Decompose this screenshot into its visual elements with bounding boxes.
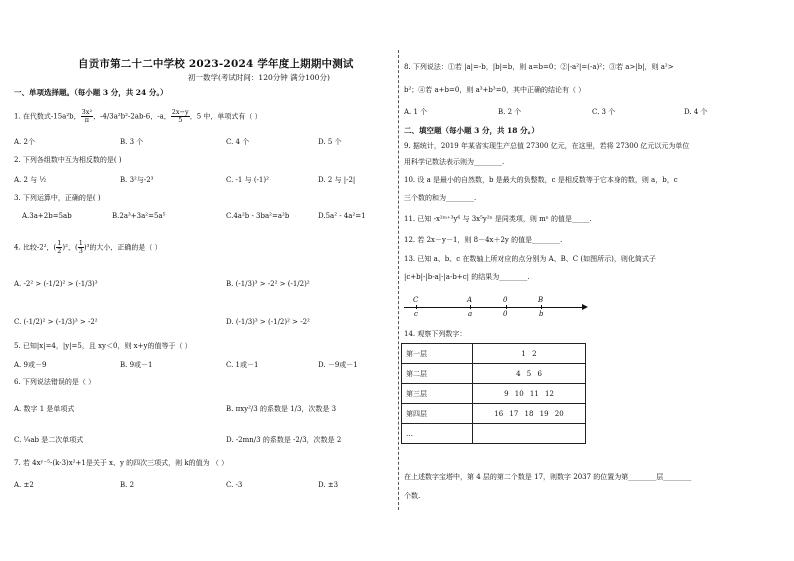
q11-text: 11. 已知 -x²ᵐ⁺³y⁶ 与 3x⁵y²ⁿ 是同类项，则 mⁿ 的值是_____. [404,215,592,223]
q7-option-d: D. ±3 [318,481,339,489]
column-divider [398,50,399,510]
axis-label-c: c [414,310,418,318]
axis-label-C: C [413,296,419,304]
q4-option-d: D. (-1/3)³ > (-1/2)² > -2² [226,318,310,326]
q1-fraction-2: $\frac{2x-y}{5}$ [171,108,189,124]
q2-option-a: A. 2 与 ½ [14,176,47,184]
q4-option-c: C. (-1/2)² > (-1/3)³ > -2² [14,318,98,326]
q1-fraction-1: $\frac{\text{3x²}}{\pi}$ [81,108,93,124]
q8-stem-line2: b²；④若 a+b=0，则 a³+b³=0，其中正确的结论有（ ） [404,86,586,94]
q1-stem-b: ，-4/3a²b²-2ab-6，-a， [93,112,171,121]
axis-label-b: b [539,310,544,318]
q14-stem: 14. 观察下列数字： [404,330,467,338]
axis-label-a: a [468,310,473,318]
q7-option-b: B. 2 [120,481,135,489]
q4-stem: 4. 比较-2²，( $\frac{1}{2}$ )²，( $\frac{1}{3}$ )³的大小，正确的是（ ） [14,239,162,255]
q6-option-d: D. -2mn/3 的系数是 -2/3，次数是 2 [226,436,342,444]
q2-option-d: D. 2 与 |-2| [318,176,356,184]
q3-option-d: D.5a² - 4a²=1 [318,212,366,220]
q13-line1: 13. 已知 a、b、c 在数轴上所对应的点分别为 A、B、C (如图所示)，则化简式子 [404,255,656,263]
section1-heading: 一、单项选择题。（每小题 3 分，共 24 分。） [14,88,168,97]
axis-label-A: A [467,296,473,304]
q5-option-d: D. －9或－1 [318,361,358,369]
q8-option-d: D. 4 个 [684,108,708,116]
arrow-icon [582,304,588,310]
q2-option-b: B. 3²与-2³ [120,176,154,184]
axis-label-zero-bottom: 0 [503,310,508,318]
q14-line1: 在上述数字宝塔中，第 4 层的第二个数是 17，则数字 2037 的位置为第________层________ [404,473,692,481]
q2-option-c: C. -1 与 (-1)² [226,176,269,184]
q6-option-a: A. 数字 1 是单项式 [14,405,75,413]
q9-line2: 用科学记数法表示则为________. [404,158,505,166]
exam-subtitle: 初一数学(考试时间：120分钟 满分100分) [188,73,330,82]
q3-option-a: A.3a+2b=5ab [22,212,72,220]
q3-stem: 3. 下列运算中，正确的是( ) [14,194,101,202]
table-row: 第二层 4 5 6 [402,364,586,384]
q5-stem: 5. 已知|x|=4，|y|=5，且 xy＜0，则 x+y的值等于（ ） [14,342,192,350]
table-row: … [402,424,586,444]
table-row: 第三层 9 10 11 12 [402,384,586,404]
q1-stem [14,109,262,124]
q4-option-a: A. -2² > (-1/2)² > (-1/3)³ [14,280,98,288]
table-row: 第四层 16 17 18 19 20 [402,404,586,424]
q8-option-c: C. 3 个 [592,108,616,116]
q5-option-a: A. 9或－9 [14,361,47,369]
q5-option-c: C. 1或－1 [226,361,259,369]
q9-line1: 9. 据统计，2019 年某省实现生产总值 27300 亿元，在这里，若将 27300 亿元以元为单位 [404,142,690,150]
q8-stem-line1: 8. 下列说法：①若 |a|=-b，|b|=b，则 a=b=0；②|-a²|=(-a)²；③若 a>|b|，则 a²> [404,63,674,71]
number-pyramid-table [401,343,586,444]
q1-option-d: D. 5 个 [318,138,342,146]
q1-option-a: A. 2个 [14,138,35,146]
q10-line2: 三个数的和为________. [404,194,477,202]
axis-label-B: B [538,296,544,304]
q1-option-b: B. 3 个 [120,138,144,146]
q8-option-a: A. 1 个 [404,108,428,116]
q13-line2: |c+b|-|b-a|-|a-b+c| 的结果为________. [404,273,530,281]
q6-option-c: C. ¼ab 是二次单项式 [14,436,84,444]
axis-label-zero-top: 0 [503,296,508,304]
q3-option-c: C.4a²b - 3ba²=a²b [226,212,290,220]
section2-heading: 二、填空题（每小题 3 分，共 18 分。） [404,126,539,135]
q8-option-b: B. 2 个 [498,108,522,116]
q5-option-b: B. 9或－1 [120,361,153,369]
q1-option-c: C. 4 个 [226,138,250,146]
q7-option-a: A. ±2 [14,481,34,489]
table-row: 第一层 1 2 [402,344,586,364]
q3-option-b: B.2a³+3a²=5a⁵ [112,212,166,220]
q1-stem-a: 1. 在代数式-15a²b， [14,112,81,121]
q7-stem: 7. 若 4xʸ⁻⁵-(k-3)x²+1是关于 x、y 的四次三项式，则 k的值为 （ ） [14,459,229,467]
q7-option-c: C. -3 [226,481,243,489]
q6-stem: 6. 下列说法错误的是（ ） [14,378,96,386]
q10-line1: 10. 设 a 是最小的自然数，b 是最大的负整数，c 是相反数等于它本身的数，则 a，b，c [404,176,678,184]
q12-text: 12. 若 2x－y－1，则 8－4x＋2y 的值是________. [404,236,563,244]
exam-title: 自贡市第二十二中学校 2023-2024 学年度上期期中测试 [78,58,354,70]
q6-option-b: B. πxy²/3 的系数是 1/3，次数是 3 [226,405,337,413]
q14-line2: 个数. [404,492,421,500]
q4-option-b: B. (-1/3)³ > -2² > (-1/2)² [226,280,310,288]
q1-stem-c: ，5 中，单项式有（ ） [189,112,262,121]
q2-stem: 2. 下列各组数中互为相反数的是( ) [14,156,122,164]
